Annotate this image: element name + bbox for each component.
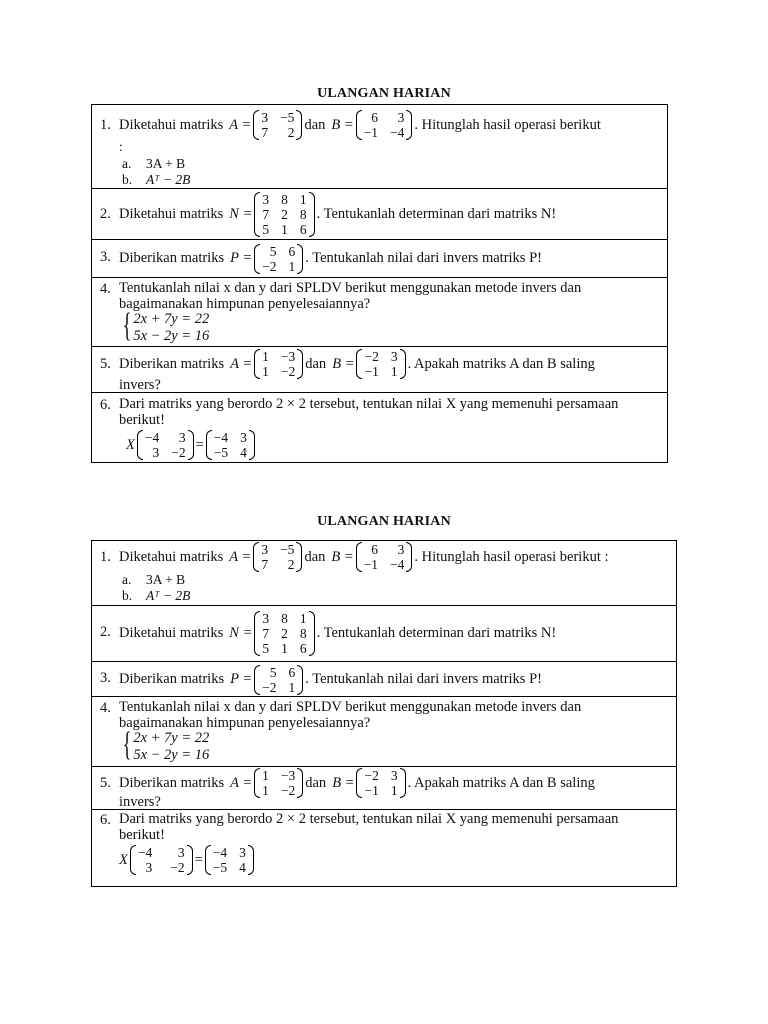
question-number: 4. bbox=[100, 700, 111, 716]
matrix-cell: 8 bbox=[281, 191, 288, 207]
question-2-row bbox=[92, 606, 676, 662]
sub-question-text: 3A + B bbox=[146, 156, 186, 171]
matrix-cell: 7 bbox=[261, 125, 269, 140]
matrix-cell: 8 bbox=[281, 611, 288, 626]
matrix-p bbox=[254, 665, 303, 695]
question-text: Tentukanlah nilai x dan y dari SPLDV berikut menggunakan metode invers dan bbox=[119, 699, 582, 715]
question-text-tail: . Tentukanlah nilai dari invers matriks P! bbox=[305, 671, 542, 687]
matrix-cell: 1 bbox=[390, 364, 398, 379]
sub-question-label: b. bbox=[122, 588, 133, 603]
matrix-cell: 6 bbox=[288, 243, 296, 259]
matrix-symbol-n: N = bbox=[229, 205, 253, 222]
matrix-cell: 3 bbox=[240, 430, 247, 445]
matrix-b bbox=[356, 110, 413, 140]
matrix-cell: −1 bbox=[364, 364, 379, 379]
matrix-right bbox=[206, 430, 255, 460]
brace-symbol: { bbox=[122, 726, 132, 763]
matrix-cell: 2 bbox=[287, 557, 295, 572]
equation-1: 2x + 7y = 22 bbox=[133, 730, 210, 746]
matrix-cell: 8 bbox=[299, 626, 307, 641]
matrix-cell: −4 bbox=[144, 430, 160, 445]
sub-question-a bbox=[122, 156, 185, 172]
question-4-row bbox=[92, 278, 667, 347]
question-3-row bbox=[92, 662, 676, 697]
question-text-line-2: invers? bbox=[119, 794, 161, 810]
matrix-cell: 1 bbox=[262, 364, 269, 379]
matrix-symbol-a: A = bbox=[229, 116, 252, 133]
matrix-cell: 1 bbox=[299, 611, 307, 626]
question-number: 2. bbox=[100, 624, 111, 640]
question-1-row bbox=[92, 105, 667, 189]
matrix-cell: 6 bbox=[288, 664, 296, 680]
question-text-line-2: berikut! bbox=[119, 412, 165, 428]
matrix-right bbox=[205, 845, 254, 875]
matrix-n bbox=[254, 192, 314, 237]
matrix-symbol-n: N = bbox=[229, 625, 253, 641]
matrix-cell: 3 bbox=[262, 611, 270, 626]
matrix-cell: −2 bbox=[280, 364, 296, 379]
matrix-cell: 2 bbox=[287, 125, 295, 140]
matrix-cell: −2 bbox=[262, 679, 277, 695]
question-3-row bbox=[92, 240, 667, 278]
matrix-cell: −3 bbox=[280, 349, 296, 364]
question-number: 3. bbox=[100, 249, 111, 265]
question-text-tail: . Hitunglah hasil operasi berikut bbox=[414, 116, 601, 133]
matrix-symbol-x: X bbox=[126, 436, 135, 453]
brace-symbol: { bbox=[122, 307, 132, 344]
sheet-1-title: ULANGAN HARIAN bbox=[317, 86, 451, 101]
question-text: Diketahui matriks bbox=[119, 625, 224, 641]
matrix-symbol-b: B = bbox=[332, 774, 355, 791]
matrix-cell: −5 bbox=[280, 542, 295, 557]
conjunction-text: dan bbox=[304, 548, 326, 565]
question-6-row bbox=[92, 810, 676, 887]
question-text-tail: . Tentukanlah determinan dari matriks N! bbox=[316, 205, 557, 222]
matrix-cell: 3 bbox=[239, 845, 246, 860]
matrix-cell: 2 bbox=[281, 206, 288, 222]
question-text-line-2: invers? bbox=[119, 377, 161, 393]
matrix-symbol-a: A = bbox=[229, 548, 252, 565]
question-6-row bbox=[92, 393, 667, 463]
question-text: Diketahui matriks bbox=[119, 548, 224, 565]
matrix-cell: −1 bbox=[363, 557, 379, 572]
question-text: Diketahui matriks bbox=[119, 205, 224, 222]
matrix-cell: −4 bbox=[137, 845, 153, 860]
matrix-symbol-b: B = bbox=[332, 355, 355, 372]
question-5-row bbox=[92, 347, 667, 393]
matrix-b bbox=[356, 349, 405, 379]
equation-2: 5x − 2y = 16 bbox=[133, 328, 210, 344]
matrix-cell: 7 bbox=[262, 206, 270, 222]
question-text: Dari matriks yang berordo 2 × 2 tersebut, tentukan nilai X yang memenuhi persamaan bbox=[119, 811, 619, 827]
question-text: Diberikan matriks bbox=[119, 774, 225, 791]
matrix-cell: −3 bbox=[280, 768, 296, 783]
question-text-line-2: bagaimanakan himpunan penyelesaiannya? bbox=[119, 715, 371, 731]
sub-question-label: a. bbox=[122, 572, 132, 587]
matrix-cell: 1 bbox=[288, 258, 296, 274]
question-number: 1. bbox=[100, 549, 111, 565]
conjunction-text: dan bbox=[305, 774, 327, 791]
equals-sign: = bbox=[195, 436, 204, 453]
equation-system bbox=[119, 726, 210, 764]
matrix-cell: 3 bbox=[261, 110, 269, 125]
question-text: Tentukanlah nilai x dan y dari SPLDV berikut menggunakan metode invers dan bbox=[119, 280, 582, 296]
question-text-tail: . Apakah matriks A dan B saling bbox=[407, 774, 595, 791]
matrix-cell: −5 bbox=[212, 860, 228, 875]
matrix-cell: 1 bbox=[299, 191, 307, 207]
sheet-1-question-table bbox=[91, 104, 668, 463]
sub-question-text: Aᵀ − 2B bbox=[146, 588, 191, 603]
question-number: 5. bbox=[100, 775, 111, 791]
matrix-cell: −4 bbox=[212, 845, 228, 860]
matrix-cell: −1 bbox=[364, 783, 379, 798]
matrix-cell: 3 bbox=[397, 110, 405, 125]
matrix-cell: −5 bbox=[213, 445, 229, 460]
sub-question-text: Aᵀ − 2B bbox=[146, 172, 191, 187]
question-number: 1. bbox=[100, 117, 111, 133]
question-number: 6. bbox=[100, 812, 111, 828]
equation-2: 5x − 2y = 16 bbox=[133, 747, 210, 763]
question-text: Dari matriks yang berordo 2 × 2 tersebut, tentukan nilai X yang memenuhi persamaan bbox=[119, 396, 619, 412]
matrix-cell: 3 bbox=[152, 445, 160, 460]
matrix-a bbox=[254, 768, 303, 798]
matrix-cell: 6 bbox=[371, 542, 379, 557]
sub-question-text: 3A + B bbox=[146, 572, 186, 587]
matrix-cell: −2 bbox=[364, 768, 379, 783]
matrix-cell: 5 bbox=[269, 664, 277, 680]
question-text-line-2: bagaimanakan himpunan penyelesaiannya? bbox=[119, 296, 371, 312]
matrix-cell: 6 bbox=[371, 110, 379, 125]
matrix-cell: −2 bbox=[262, 258, 277, 274]
matrix-cell: 1 bbox=[288, 679, 296, 695]
matrix-symbol-a: A = bbox=[230, 355, 253, 372]
matrix-cell: 4 bbox=[240, 445, 247, 460]
matrix-cell: 1 bbox=[281, 641, 288, 656]
matrix-a bbox=[254, 349, 303, 379]
matrix-cell: −5 bbox=[280, 110, 295, 125]
question-text-line-2: berikut! bbox=[119, 827, 165, 843]
matrix-cell: −4 bbox=[390, 557, 405, 572]
matrix-cell: 3 bbox=[261, 542, 269, 557]
matrix-b bbox=[356, 768, 405, 798]
sub-question-a bbox=[122, 572, 185, 588]
matrix-cell: 3 bbox=[145, 860, 153, 875]
question-text: Diberikan matriks bbox=[119, 671, 225, 687]
question-text-tail: . Tentukanlah determinan dari matriks N! bbox=[316, 625, 557, 641]
matrix-cell: −1 bbox=[363, 125, 379, 140]
question-text-tail-2: : bbox=[119, 139, 123, 154]
matrix-left bbox=[137, 430, 194, 460]
sheet-2-question-table bbox=[91, 540, 677, 887]
sub-question-label: b. bbox=[122, 172, 133, 187]
matrix-cell: 3 bbox=[390, 349, 398, 364]
equals-sign: = bbox=[194, 851, 203, 868]
question-1-row bbox=[92, 541, 676, 606]
matrix-cell: 3 bbox=[262, 191, 270, 207]
equation-system bbox=[119, 307, 210, 345]
matrix-cell: 6 bbox=[299, 641, 307, 656]
matrix-cell: 1 bbox=[262, 768, 269, 783]
matrix-symbol-x: X bbox=[119, 851, 128, 868]
matrix-p bbox=[254, 244, 303, 274]
matrix-a bbox=[253, 110, 302, 140]
sub-question-label: a. bbox=[122, 156, 132, 171]
matrix-cell: −4 bbox=[213, 430, 229, 445]
matrix-symbol-b: B = bbox=[331, 116, 354, 133]
matrix-cell: 3 bbox=[397, 542, 405, 557]
matrix-cell: 7 bbox=[262, 626, 270, 641]
question-text: Diberikan matriks bbox=[119, 250, 225, 266]
question-number: 3. bbox=[100, 670, 111, 686]
question-2-row bbox=[92, 189, 667, 240]
matrix-a bbox=[253, 542, 302, 572]
matrix-cell: 6 bbox=[299, 221, 307, 237]
matrix-cell: −2 bbox=[171, 445, 186, 460]
matrix-cell: 3 bbox=[390, 768, 398, 783]
sheet-2-title: ULANGAN HARIAN bbox=[317, 514, 451, 529]
matrix-cell: −4 bbox=[390, 125, 405, 140]
matrix-symbol-b: B = bbox=[331, 548, 354, 565]
matrix-cell: 3 bbox=[178, 430, 186, 445]
matrix-cell: 1 bbox=[262, 349, 269, 364]
question-4-row bbox=[92, 697, 676, 767]
matrix-cell: 7 bbox=[261, 557, 269, 572]
matrix-symbol-a: A = bbox=[230, 774, 253, 791]
matrix-cell: −2 bbox=[364, 349, 379, 364]
sub-question-b bbox=[122, 588, 190, 604]
matrix-n bbox=[254, 611, 314, 656]
conjunction-text: dan bbox=[305, 355, 327, 372]
equation-1: 2x + 7y = 22 bbox=[133, 311, 210, 327]
matrix-cell: 1 bbox=[281, 221, 288, 237]
matrix-cell: −2 bbox=[280, 783, 296, 798]
question-5-row bbox=[92, 767, 676, 810]
matrix-left bbox=[130, 845, 193, 875]
matrix-cell: 2 bbox=[281, 626, 288, 641]
matrix-cell: 8 bbox=[299, 206, 307, 222]
question-text-tail: . Apakah matriks A dan B saling bbox=[407, 355, 595, 372]
question-text-tail: . Hitunglah hasil operasi berikut : bbox=[414, 548, 609, 565]
question-text-tail: . Tentukanlah nilai dari invers matriks P! bbox=[305, 250, 542, 266]
conjunction-text: dan bbox=[304, 116, 326, 133]
question-number: 5. bbox=[100, 356, 111, 372]
matrix-cell: 3 bbox=[177, 845, 185, 860]
matrix-symbol-p: P = bbox=[230, 250, 253, 266]
matrix-b bbox=[356, 542, 413, 572]
matrix-cell: −2 bbox=[170, 860, 185, 875]
matrix-cell: 5 bbox=[269, 243, 277, 259]
question-number: 2. bbox=[100, 206, 111, 222]
matrix-cell: 4 bbox=[239, 860, 246, 875]
matrix-cell: 1 bbox=[390, 783, 398, 798]
question-text: Diberikan matriks bbox=[119, 355, 225, 372]
question-text: Diketahui matriks bbox=[119, 116, 224, 133]
sub-question-b bbox=[122, 172, 190, 188]
matrix-symbol-p: P = bbox=[230, 671, 253, 687]
matrix-cell: 5 bbox=[262, 641, 270, 656]
matrix-cell: 1 bbox=[262, 783, 269, 798]
question-number: 6. bbox=[100, 397, 111, 413]
matrix-cell: 5 bbox=[262, 221, 270, 237]
question-number: 4. bbox=[100, 281, 111, 297]
